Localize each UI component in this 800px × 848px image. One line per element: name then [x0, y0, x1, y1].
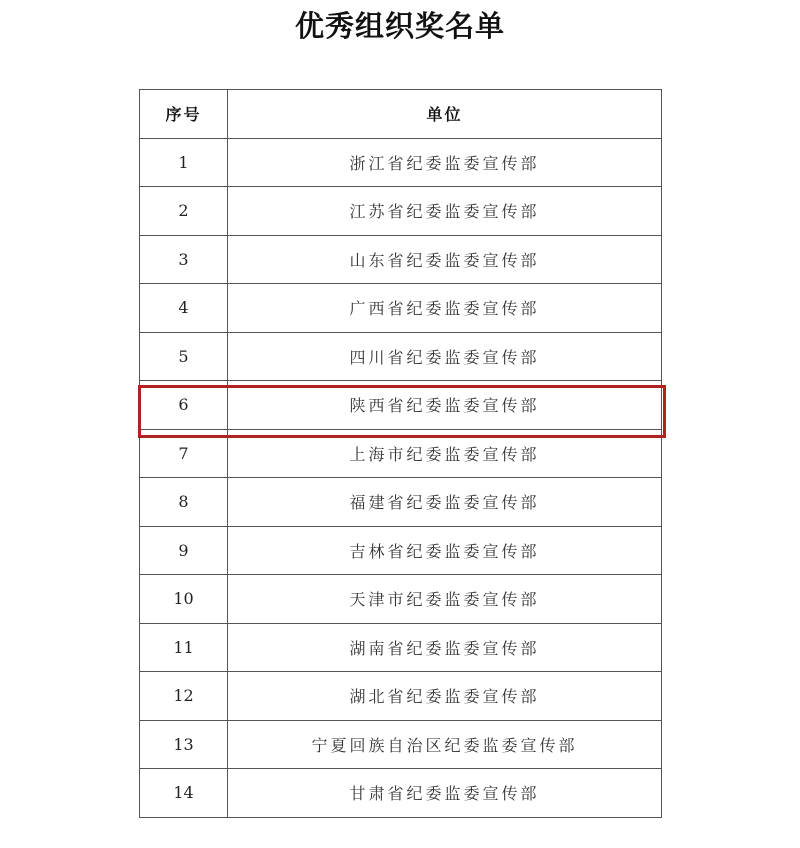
row-unit: 山东省纪委监委宣传部 [228, 235, 662, 284]
row-unit: 广西省纪委监委宣传部 [228, 284, 662, 333]
row-number: 5 [140, 332, 228, 381]
row-unit: 宁夏回族自治区纪委监委宣传部 [228, 720, 662, 769]
table-row [140, 623, 662, 672]
row-number: 9 [140, 526, 228, 575]
table-row [140, 332, 662, 381]
table-row [140, 769, 662, 818]
row-unit: 陕西省纪委监委宣传部 [228, 381, 662, 430]
row-number: 7 [140, 429, 228, 478]
table-row [140, 575, 662, 624]
table-row [140, 478, 662, 527]
row-unit: 甘肃省纪委监委宣传部 [228, 769, 662, 818]
row-number: 8 [140, 478, 228, 527]
row-unit: 上海市纪委监委宣传部 [228, 429, 662, 478]
row-number: 1 [140, 138, 228, 187]
row-unit: 江苏省纪委监委宣传部 [228, 187, 662, 236]
table-row [140, 284, 662, 333]
row-number: 3 [140, 235, 228, 284]
row-unit: 湖北省纪委监委宣传部 [228, 672, 662, 721]
row-number: 13 [140, 720, 228, 769]
row-number: 14 [140, 769, 228, 818]
row-unit: 天津市纪委监委宣传部 [228, 575, 662, 624]
table-row [140, 187, 662, 236]
row-number: 12 [140, 672, 228, 721]
table-row [140, 138, 662, 187]
row-number: 4 [140, 284, 228, 333]
row-unit: 浙江省纪委监委宣传部 [228, 138, 662, 187]
row-unit: 四川省纪委监委宣传部 [228, 332, 662, 381]
table-row [140, 672, 662, 721]
row-unit: 湖南省纪委监委宣传部 [228, 623, 662, 672]
table-row-highlighted [140, 381, 662, 430]
row-number: 6 [140, 381, 228, 430]
header-number: 序号 [140, 90, 228, 139]
table-row [140, 429, 662, 478]
row-number: 11 [140, 623, 228, 672]
table-header-row [140, 90, 662, 139]
row-unit: 福建省纪委监委宣传部 [228, 478, 662, 527]
row-unit: 吉林省纪委监委宣传部 [228, 526, 662, 575]
page-title: 优秀组织奖名单 [294, 9, 505, 43]
row-number: 10 [140, 575, 228, 624]
table-row [140, 720, 662, 769]
header-unit: 单位 [228, 90, 662, 139]
table-row [140, 526, 662, 575]
award-list-table [139, 89, 662, 818]
row-number: 2 [140, 187, 228, 236]
table-row [140, 235, 662, 284]
